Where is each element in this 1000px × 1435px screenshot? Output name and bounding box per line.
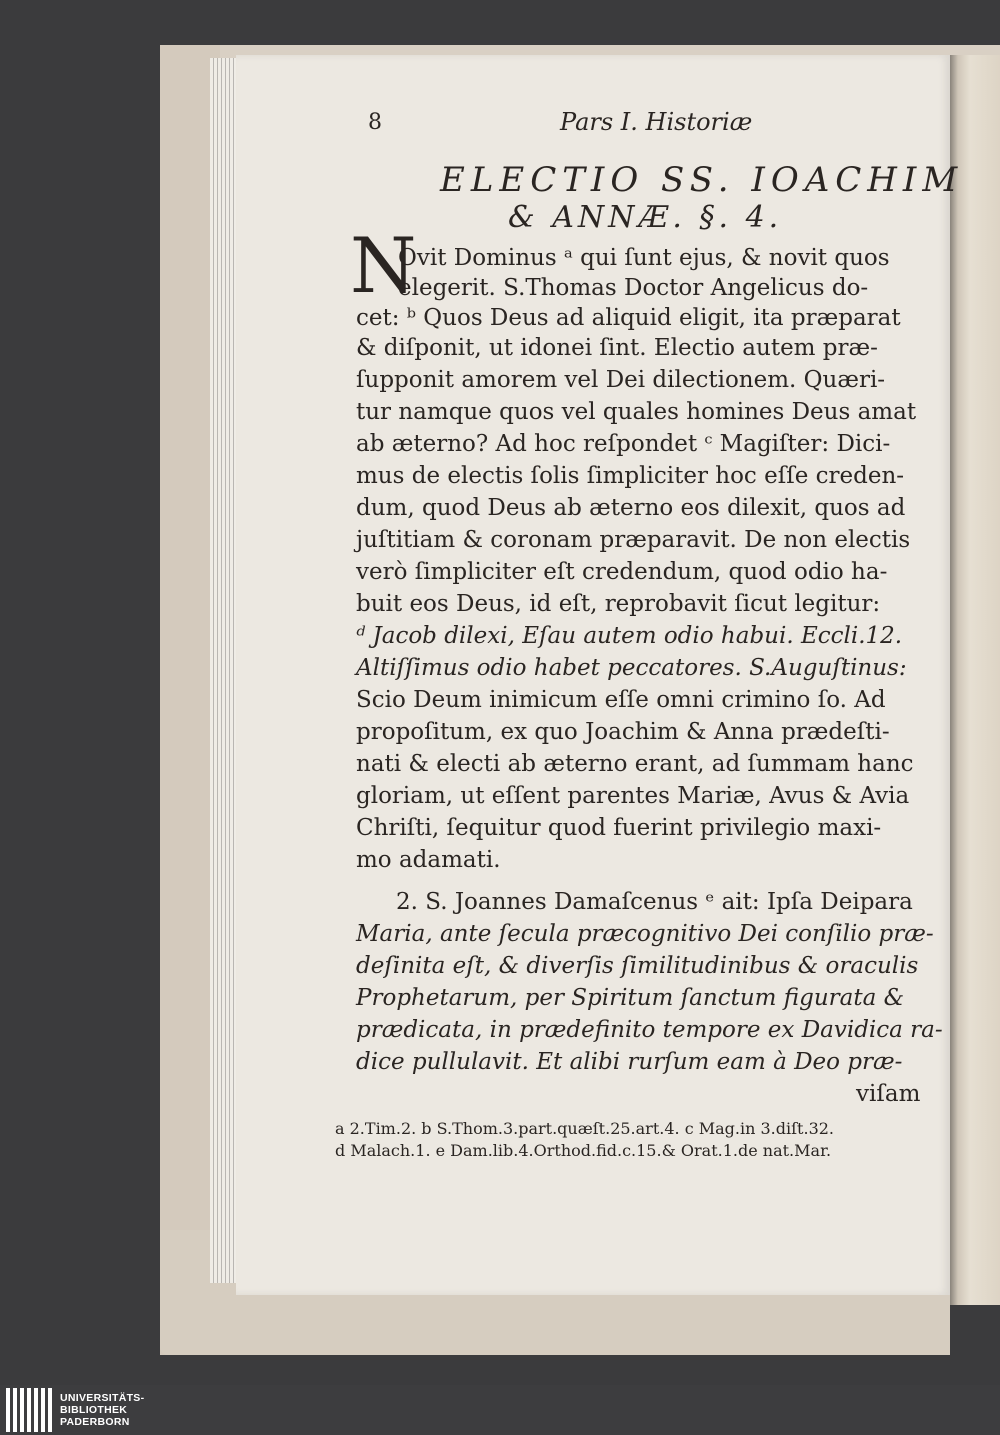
text-line: nati & electi ab æterno erant, ad ſummam hanc bbox=[356, 751, 914, 777]
text-line: dice pullulavit. Et alibi rurſum eam à Deo præ- bbox=[356, 1049, 903, 1075]
library-name-line: PADERBORN bbox=[60, 1416, 130, 1428]
text-line: Altiſſimus odio habet peccatores. S.Auguſtinus: bbox=[356, 655, 907, 681]
text-line: dum, quod Deus ab æterno eos dilexit, quos ad bbox=[356, 495, 906, 521]
text-line: Prophetarum, per Spiritum ſanctum figurata & bbox=[356, 985, 905, 1011]
text-line: prædicata, in prædefinito tempore ex Davidica ra- bbox=[356, 1017, 943, 1043]
text-line: Chriſti, ſequitur quod fuerint privilegio maxi- bbox=[356, 815, 882, 841]
text-line: tur namque quos vel quales homines Deus amat bbox=[356, 399, 917, 425]
library-logo bbox=[6, 1387, 144, 1433]
text-line: elegerit. S.Thomas Doctor Angelicus do- bbox=[398, 275, 869, 301]
text-line: Scio Deum inimicum eſſe omni crimino ſo. Ad bbox=[356, 687, 886, 713]
running-head: Pars I. Historiæ bbox=[560, 108, 753, 136]
text-line: ab æterno? Ad hoc reſpondet ᶜ Magiſter: Dici- bbox=[356, 431, 891, 457]
text-line: gloriam, ut eſſent parentes Mariæ, Avus & Avia bbox=[356, 783, 910, 809]
text-line: ſupponit amorem vel Dei dilectionem. Quæri- bbox=[356, 367, 886, 393]
section-title: ELECTIO SS. IOACHIM bbox=[440, 160, 964, 200]
text-line: Ovit Dominus ᵃ qui ſunt ejus, & novit quos bbox=[398, 245, 890, 271]
text-line: verò ſimpliciter eſt credendum, quod odio ha- bbox=[356, 559, 888, 585]
page-number: 8 bbox=[368, 110, 382, 135]
text-line: mo adamati. bbox=[356, 847, 501, 873]
footnote: a 2.Tim.2. b S.Thom.3.part.quæſt.25.art.4. c Mag.in 3.diſt.32. bbox=[335, 1119, 835, 1138]
drop-cap: N bbox=[350, 221, 417, 310]
text-line: ᵈ Jacob dilexi, Eſau autem odio habui. Eccli.12. bbox=[356, 623, 903, 649]
library-name-line: UNIVERSITÄTS- bbox=[60, 1392, 145, 1404]
text-line: cet: ᵇ Quos Deus ad aliquid eligit, ita præparat bbox=[356, 305, 901, 331]
text-line: propoſitum, ex quo Joachim & Anna prædeſti- bbox=[356, 719, 890, 745]
library-name bbox=[60, 1392, 144, 1428]
footer-bar bbox=[0, 1385, 1000, 1435]
text-line: Maria, ante ſecula præcognitivo Dei conſilio præ- bbox=[356, 921, 934, 947]
text-line: viſam bbox=[856, 1081, 921, 1107]
text-line: juſtitiam & coronam præparavit. De non electis bbox=[356, 527, 911, 553]
section-subtitle: & ANNÆ. §. 4. bbox=[508, 200, 783, 235]
logo-bars-icon bbox=[6, 1388, 52, 1432]
text-line: & diſponit, ut idonei ſint. Electio autem præ- bbox=[356, 335, 878, 361]
footnote: d Malach.1. e Dam.lib.4.Orthod.fid.c.15.& Orat.1.de nat.Mar. bbox=[335, 1141, 832, 1160]
library-name-line: BIBLIOTHEK bbox=[60, 1404, 128, 1416]
text-line: 2. S. Joannes Damaſcenus ᵉ ait: Ipſa Deipara bbox=[396, 889, 913, 915]
text-line: buit eos Deus, id eſt, reprobavit ſicut legitur: bbox=[356, 591, 881, 617]
text-line: deſinita eſt, & diverſis ſimilitudinibus & oraculis bbox=[356, 953, 919, 979]
text-line: mus de electis ſolis ſimpliciter hoc eſſe creden- bbox=[356, 463, 905, 489]
